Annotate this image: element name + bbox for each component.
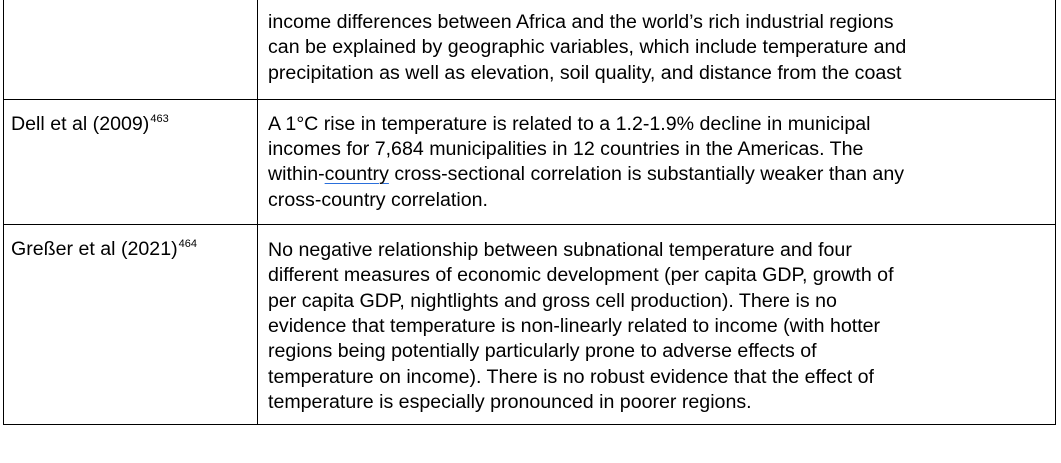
finding-line: incomes for 7,684 municipalities in 12 countries in the Americas. The [268,138,864,161]
finding-cell [258,99,1056,224]
literature-table [3,0,1056,425]
finding-cell [258,225,1056,425]
finding-line: temperature is especially pronounced in poorer regions. [268,390,752,413]
finding-line [268,162,1047,187]
finding-line: per capita GDP, nightlights and gross cell production). There is no [268,289,837,312]
finding-line: temperature on income). There is no robust evidence that the effect of [268,365,874,388]
finding-text-segment: cross-sectional correlation is substantially weaker than any [388,163,905,186]
author-cell [4,0,258,99]
finding-cell [258,0,1056,99]
finding-line: cross-country correlation. [268,188,488,211]
author-name: Greßer et al (2021) [11,238,178,261]
author-cell [4,99,258,224]
finding-text-segment: within- [268,163,325,186]
table-row [4,0,1056,99]
finding-line: income differences between Africa and the world’s rich industrial regions [268,11,894,33]
finding-line: evidence that temperature is non-linearly related to income (with hotter [268,314,881,337]
table-row [4,225,1056,425]
citation-number: 463 [150,112,169,125]
finding-line: No negative relationship between subnational temperature and four [268,239,852,262]
finding-line: different measures of economic development (per capita GDP, growth of [268,264,894,287]
citation-number: 464 [178,238,197,251]
author-cell [4,225,258,425]
finding-line: can be explained by geographic variables, which include temperature and [268,36,907,59]
finding-line: A 1°C rise in temperature is related to a 1.2-1.9% decline in municipal [268,112,871,135]
author-name: Dell et al (2009) [11,112,150,135]
finding-line: regions being potentially particularly prone to adverse effects of [268,340,817,363]
finding-line: precipitation as well as elevation, soil quality, and distance from the coast [268,61,902,84]
underlined-word: country [324,163,389,186]
table-row [4,99,1056,224]
